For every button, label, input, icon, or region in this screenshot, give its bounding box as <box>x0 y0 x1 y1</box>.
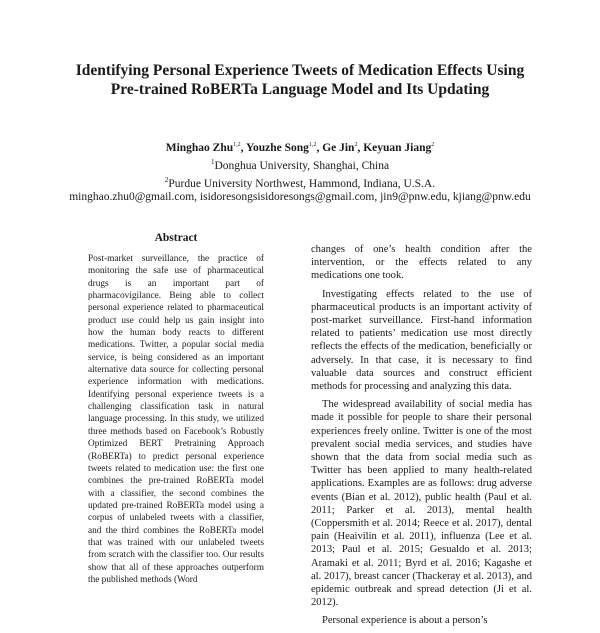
author-affiliation-mark: 2 <box>354 142 358 148</box>
author-name: Ge Jin <box>322 141 355 154</box>
author-affiliation-mark: 2 <box>431 142 435 148</box>
affiliation-text: Donghua University, Shanghai, China <box>214 159 390 172</box>
author-name: Minghao Zhu <box>165 141 234 154</box>
affiliation-text: Purdue University Northwest, Hammond, Indiana, U.S.A. <box>168 177 436 190</box>
body-paragraph: Personal experience is about a person’s <box>322 615 488 627</box>
body-paragraph: Investigating effects related to the use of pharmaceutical products is an important activity of post-market surveillance. First-hand information related to patients’ medication use most directly reflects the effects of the medication, beneficially or adversely. In that case, it is necessary to find valuable data sources and construct efficient methods for processing and analyzing this data. <box>311 288 532 393</box>
paper-title <box>40 61 560 99</box>
title-line-2: Pre-trained RoBERTa Language Model and Its Updating <box>110 81 490 98</box>
abstract-text: Post-market surveillance, the practice of monitoring the safe use of pharmaceutical drugs is an important part of pharmacovigilance. Being able to collect personal experience related to pharmaceutical product use could help us gain insight into how the human body reacts to different medications. Twitter, a popular social media service, is being considered as an important alternative data source for collecting personal experience information with medications. Identifying personal experience tweets is a challenging classification task in natural language processing. In this study, we utilized three methods based on Facebook’s Robustly Optimized BERT Pretraining Approach (RoBERTa) to predict personal experience tweets related to medication use: the first one combines the pre-trained RoBERTa model with a classifier, the second combines the updated pre-trained RoBERTa model using a corpus of unlabeled tweets with a classifier, and the third combines the RoBERTa model that was trained with our unlabeled tweets from scratch with the classifier too. Our results show that all of these approaches outperform the published methods (Word <box>88 254 264 585</box>
author-affiliation-mark: 1,2 <box>233 142 241 148</box>
body-paragraph: changes of one’s health condition after the intervention, or the effects related to any medications one took. <box>311 244 532 282</box>
author-affiliation-mark: 1,2 <box>308 142 317 148</box>
affiliation-1 <box>40 155 560 173</box>
affiliation-mark: 2 <box>164 175 169 184</box>
affiliation-mark: 1 <box>210 157 215 166</box>
author-names: Minghao Zhu$^{1,2}$, Youzhe Song$^{1,2}$, Ge Jin$^2$, Keyuan Jiang$^2$ <box>165 141 435 154</box>
affiliation-2 <box>40 173 560 191</box>
title-line-1: Identifying Personal Experience Tweets of Medication Effects Using <box>75 62 525 79</box>
author-name: Keyuan Jiang <box>363 141 432 154</box>
body-column-right <box>311 243 532 633</box>
abstract-heading: Abstract <box>154 232 198 244</box>
author-emails: minghao.zhu0@gmail.com, isidoresongsisidoresongs@gmail.com, jin9@pnw.edu, kjiang@pnw.edu <box>69 191 531 204</box>
author-name: Youzhe Song <box>245 141 309 154</box>
body-paragraph: The widespread availability of social media has made it possible for people to share their personal experiences freely online. Twitter is one of the most prevalent social media services, and studies have shown that the data from social media such as Twitter has been applied to many health-related applications. Examples are as follows: drug adverse events (Bian et al. 2012), public health (Paul et al. 2011; Parker et al. 2013), mental health (Coppersmith et al. 2014; Reece et al. 2017), dental pain (Heaivilin et al. 2011), influenza (Lee et al. 2013; Paul et al. 2015; Gesualdo et al. 2013; Aramaki et al. 2011; Byrd et al. 2016; Kagashe et al. 2017), breast cancer (Thackeray et al. 2013), and epidemic outbreak and spread detection (Ji et al. 2012). <box>311 399 532 609</box>
author-block <box>40 138 560 204</box>
